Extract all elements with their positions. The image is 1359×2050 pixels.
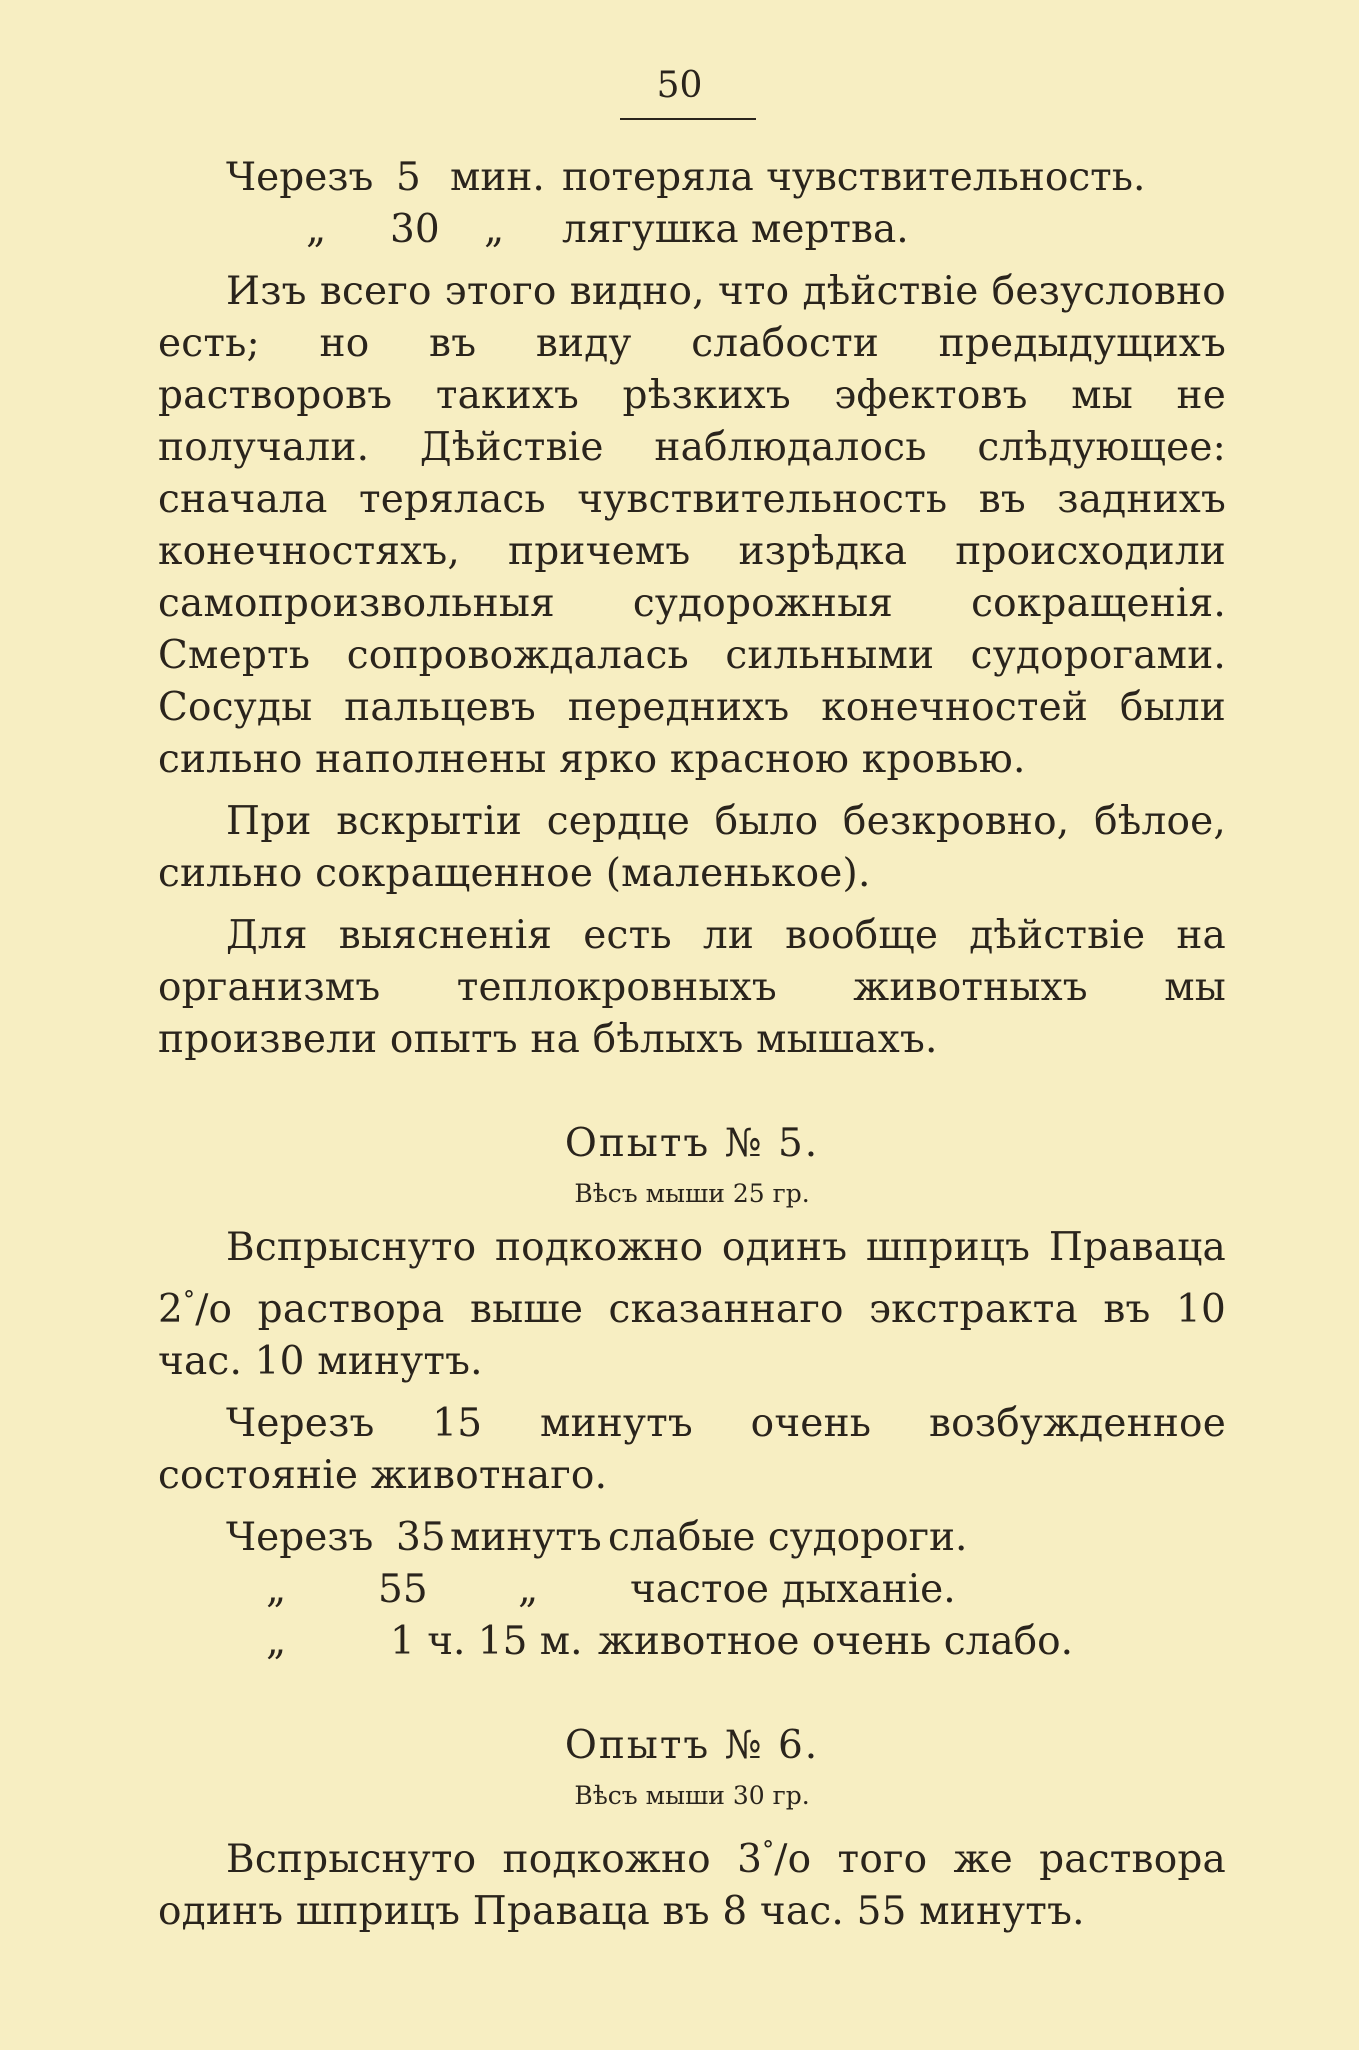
observation-line: [158, 1616, 1226, 1668]
observation-text: лягушка мертва.: [562, 207, 909, 252]
ditto-mark: „: [266, 1567, 287, 1612]
observation-text: слабые судороги.: [608, 1515, 968, 1560]
observation-line: [158, 1564, 1226, 1616]
observation-time: 55: [378, 1567, 428, 1612]
ditto-mark: „: [266, 1619, 287, 1664]
observation-text: животное очень слабо.: [598, 1619, 1074, 1664]
text-run: Вспрыснуто подкожно 3: [226, 1837, 763, 1882]
experiment-heading: Опытъ № 5.: [564, 1121, 820, 1166]
page-number: 50: [656, 65, 703, 106]
degree-sign: °: [183, 1286, 196, 1314]
paragraph: Изъ всего этого видно, что дѣйствіе безусловно есть; но въ виду слабости предыдущихъ растворовъ такихъ рѣзкихъ эфектовъ мы не получали. Дѣйствіе наблюдалось слѣдующее: сначала терялась чувствительность въ заднихъ конечностяхъ, причемъ изрѣдка происходили самопроизвольныя судорожныя сокращенія. Смерть сопровождалась сильными судорогами. Сосуды пальцевъ переднихъ конечностей были сильно наполнены ярко красною кровью.: [158, 269, 1226, 782]
experiment-heading: Опытъ № 6.: [564, 1723, 820, 1768]
page-number-rule: [620, 118, 756, 120]
observation-line: [158, 152, 1226, 204]
observation-line: [158, 1512, 1226, 1564]
experiment-subheading: Вѣсъ мыши 30 гр.: [574, 1781, 810, 1810]
observation-text: частое дыханіе.: [630, 1567, 956, 1612]
observation-line: [158, 204, 1226, 256]
observation-unit: минутъ: [450, 1515, 602, 1560]
paragraph: При вскрытіи сердце было безкровно, бѣлое, сильно сокращенное (маленькое).: [158, 799, 1226, 896]
ditto-mark: „: [484, 207, 505, 252]
observation-start: Черезъ: [226, 1515, 374, 1560]
page-content: [158, 152, 1226, 1938]
ditto-mark: „: [518, 1567, 539, 1612]
degree-sign: °: [762, 1836, 775, 1864]
observation-time: 35: [396, 1515, 446, 1560]
paragraph: Черезъ 15 минутъ очень возбужденное состояніе животнаго.: [158, 1401, 1226, 1498]
text-run: /о раствора выше сказаннаго экстракта въ 10 час. 10 минутъ.: [158, 1287, 1226, 1384]
observation-time: 1 ч. 15 м.: [390, 1619, 583, 1664]
observation-time: 30: [390, 207, 440, 252]
text-run: Вспрыснуто подкожно одинъ шприцъ Праваца 2: [158, 1225, 1226, 1332]
ditto-mark: „: [306, 207, 327, 252]
observation-text: потеряла чувствительность.: [562, 155, 1146, 200]
observation-start: Черезъ: [226, 155, 374, 200]
paragraph: [158, 1222, 1226, 1388]
paragraph: Для выясненія есть ли вообще дѣйствіе на организмъ теплокровныхъ животныхъ мы произвели опытъ на бѣлыхъ мышахъ.: [158, 913, 1226, 1062]
observation-unit: мин.: [450, 155, 545, 200]
experiment-subheading: Вѣсъ мыши 25 гр.: [574, 1179, 810, 1208]
text-run: /о того же раствора одинъ шприцъ Праваца въ 8 час. 55 минутъ.: [158, 1837, 1226, 1934]
paragraph: [158, 1824, 1226, 1938]
observation-time: 5: [396, 155, 421, 200]
